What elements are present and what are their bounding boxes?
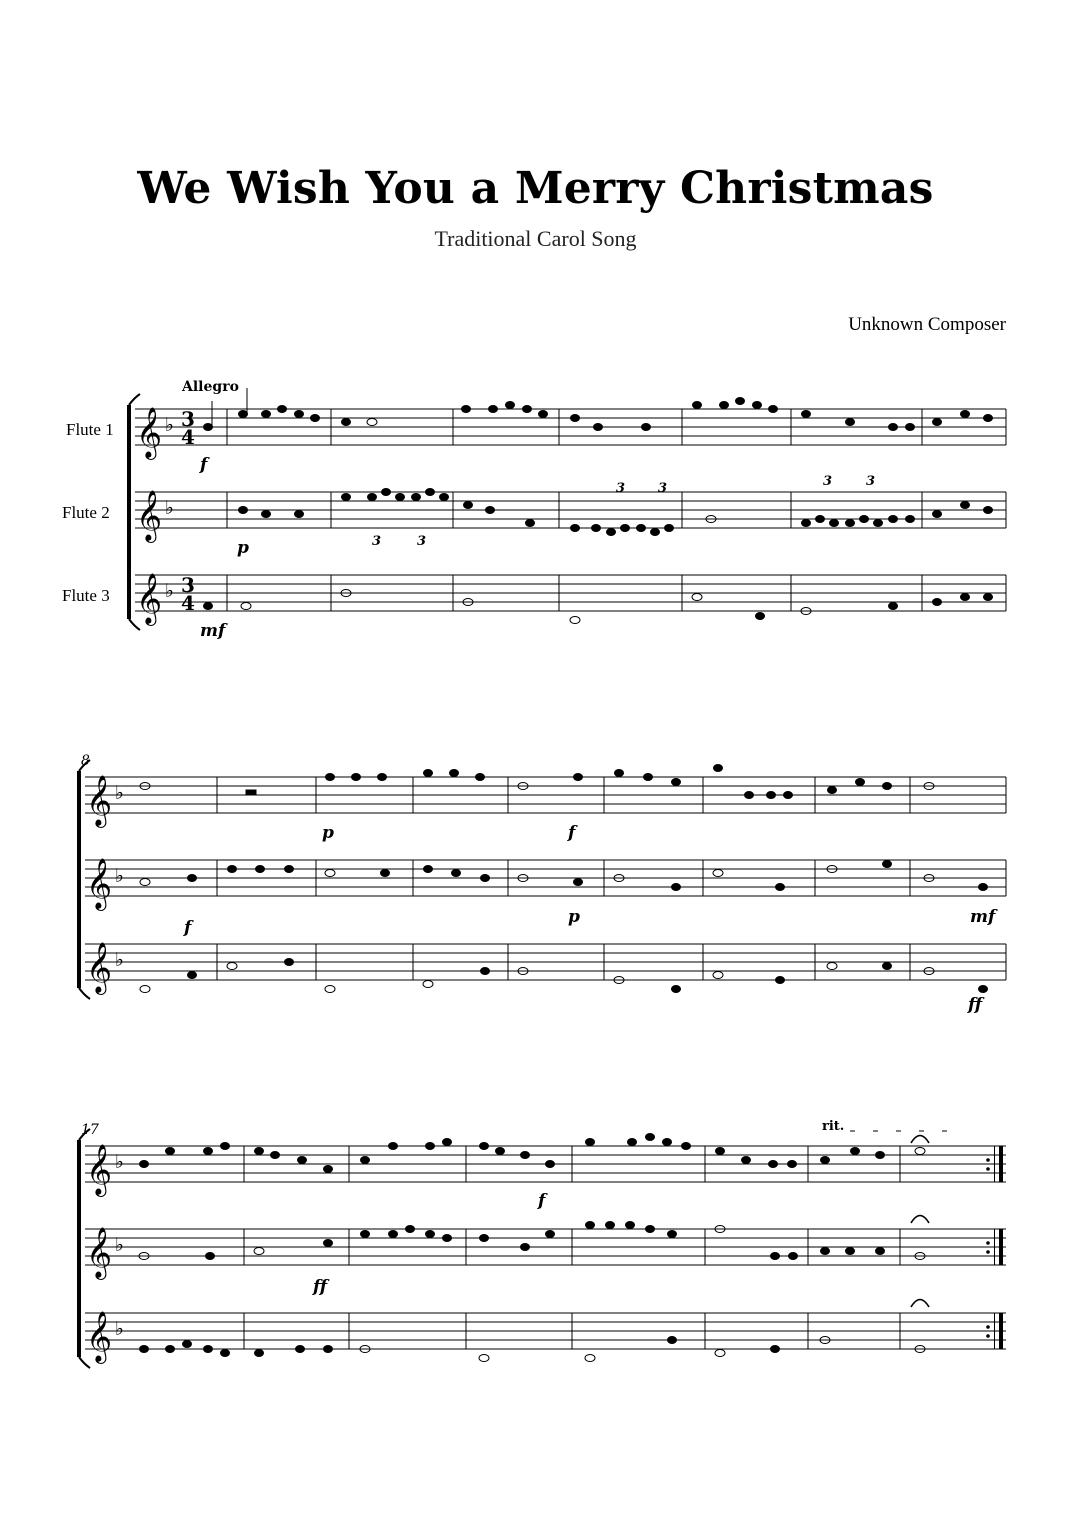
flat-icon: ♭ (115, 1318, 124, 1340)
time-sig-den: 4 (181, 425, 195, 449)
system-3 (79, 1119, 1006, 1368)
treble-clef-icon: 𝄞 (86, 858, 113, 909)
measure-number: 17 (81, 1122, 99, 1138)
treble-clef-icon: 𝄞 (136, 407, 163, 458)
flat-icon: ♭ (115, 865, 124, 887)
dynamic-marking: f (568, 823, 576, 843)
svg-text:3: 3 (823, 474, 833, 489)
time-sig-num: 3 (181, 407, 195, 431)
page-title: We Wish You a Merry Christmas (137, 163, 934, 214)
flat-icon: ♭ (115, 782, 124, 804)
ritardando-marking: rit. (822, 1119, 845, 1134)
clefs (86, 1144, 124, 1364)
composer-credit: Unknown Composer (848, 314, 1006, 335)
treble-clef-icon: 𝄞 (86, 1144, 113, 1195)
treble-clef-icon: 𝄞 (86, 942, 113, 993)
svg-text:3: 3 (658, 481, 668, 496)
time-sig-num: 3 (181, 573, 195, 597)
instrument-label-flute-1: Flute 1 (66, 420, 114, 439)
treble-clef-icon: 𝄞 (86, 775, 113, 826)
measure-number: 8 (81, 753, 90, 769)
treble-clef-icon: 𝄞 (86, 1311, 113, 1362)
dynamic-marking: ff (313, 1277, 328, 1297)
staff-flute-1 (85, 777, 1006, 813)
instrument-label-flute-2: Flute 2 (62, 503, 110, 522)
dynamic-marking: mf (970, 907, 996, 927)
dynamic-marking: p (568, 907, 580, 927)
system-1 (62, 379, 1006, 641)
tempo-marking: Allegro (182, 379, 239, 395)
dynamic-marking: ff (968, 995, 983, 1015)
flat-icon: ♭ (115, 949, 124, 971)
clefs (86, 775, 124, 995)
staff-flute-3 (85, 1313, 1006, 1349)
dynamic-marking: p (237, 538, 249, 558)
flat-icon: ♭ (115, 1234, 124, 1256)
svg-text:3: 3 (866, 474, 876, 489)
dynamic-marking: mf (200, 621, 226, 641)
time-sig-den: 4 (181, 591, 195, 615)
fermata-icons (911, 1136, 929, 1308)
notes-flute-3 (204, 590, 993, 624)
clef-key-time (136, 407, 195, 626)
svg-text:3: 3 (616, 481, 626, 496)
page-subtitle: Traditional Carol Song (434, 226, 637, 251)
dynamic-marking: f (538, 1191, 546, 1211)
staff-flute-2 (85, 860, 1006, 896)
instrument-label-flute-3: Flute 3 (62, 586, 110, 605)
treble-clef-icon: 𝄞 (136, 490, 163, 541)
svg-text:3: 3 (417, 534, 427, 549)
tuplet-labels (372, 474, 875, 549)
svg-text:3: 3 (372, 534, 382, 549)
flat-icon: ♭ (115, 1151, 124, 1173)
system-2 (79, 753, 1006, 1015)
treble-clef-icon: 𝄞 (86, 1227, 113, 1278)
dynamic-marking: f (184, 918, 192, 938)
staff-flute-3 (85, 944, 1006, 980)
staff-flute-3 (135, 575, 1006, 611)
treble-clef-icon: 𝄞 (136, 573, 163, 624)
dynamic-marking: f (200, 455, 208, 475)
flat-icon: ♭ (165, 497, 174, 519)
flat-icon: ♭ (165, 414, 174, 436)
dynamic-marking: p (322, 823, 334, 843)
flat-icon: ♭ (165, 580, 174, 602)
